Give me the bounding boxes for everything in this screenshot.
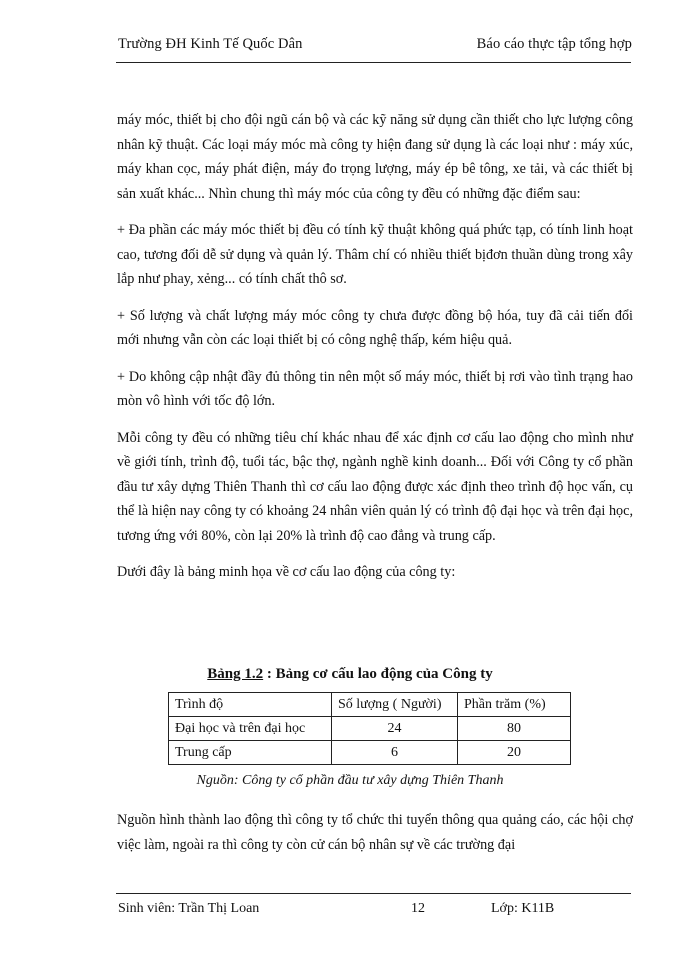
- table-cell: 6: [332, 741, 458, 765]
- footer-class: Lớp: K11B: [491, 901, 555, 916]
- header-report-title: Báo cáo thực tập tổng hợp: [476, 36, 632, 52]
- labor-structure-table: [168, 692, 571, 765]
- footer-divider: [116, 893, 631, 894]
- table-caption-label: Bảng 1.2: [207, 666, 264, 682]
- paragraph: + Đa phần các máy móc thiết bị đều có tính kỹ thuật không quá phức tạp, có tính linh hoạt cao, tương đối dễ sử dụng và quản lý. Thâm chí có nhiều thiết bịđơn thuần dùng trong xây lắp như phay, xẻng... có tính chất thô sơ.: [117, 222, 633, 287]
- footer-page-number: 12: [411, 901, 425, 916]
- table-cell: 24: [332, 717, 458, 741]
- paragraph: + Số lượng và chất lượng máy móc công ty chưa được đồng bộ hóa, tuy đã cải tiến đổi mới nhưng vẫn còn các loại thiết bị có công nghệ thấp, kém hiệu quả.: [117, 307, 633, 348]
- table-header-cell: Phần trăm (%): [458, 693, 571, 717]
- table-caption: [0, 666, 700, 683]
- table-cell: Trung cấp: [169, 741, 332, 765]
- header-school-name: Trường ĐH Kinh Tế Quốc Dân: [118, 36, 303, 52]
- paragraph: Nguồn hình thành lao động thì công ty tổ chức thi tuyển thông qua quảng cáo, các hội chợ việc làm, ngoài ra thì công ty còn cử cán bộ nhân sự về các trường đại: [117, 812, 633, 853]
- table-row: [169, 717, 571, 741]
- paragraph: + Do không cập nhật đầy đủ thông tin nên một số máy móc, thiết bị rơi vào tình trạng hao mòn vô hình với tốc độ lớn.: [117, 368, 633, 409]
- table-cell: 80: [458, 717, 571, 741]
- body-text-continued: [117, 808, 633, 869]
- table-header-cell: Số lượng ( Người): [332, 693, 458, 717]
- page-header: [118, 36, 632, 53]
- table-header-cell: Trình độ: [169, 693, 332, 717]
- paragraph: Mỗi công ty đều có những tiêu chí khác nhau để xác định cơ cấu lao động cho mình như về giới tính, trình độ, tuổi tác, bậc thợ, ngành nghề kinh doanh... Đối với Công ty cổ phần đầu tư xây dựng Thiên Thanh thì cơ cấu lao động được xác định theo trình độ học vấn, cụ thể là hiện nay công ty có khoảng 24 nhân viên quản lý có trình độ đại học và trên đại học, tương ứng với 80%, còn lại 20% là trình độ cao đẳng và trung cấp.: [117, 429, 633, 544]
- table-row: [169, 741, 571, 765]
- paragraph: máy móc, thiết bị cho đội ngũ cán bộ và các kỹ năng sử dụng cần thiết cho lực lượng công nhân kỹ thuật. Các loại máy móc mà công ty hiện đang sử dụng là các loại như : máy xúc, máy khan cọc, máy phát điện, máy đo trọng lượng, máy ép bê tông, xe tải, và các thiết bị sản xuất khác... Nhìn chung thì máy móc của công ty đều có những đặc điểm sau:: [117, 112, 633, 202]
- table-source-note: Nguồn: Công ty cổ phần đầu tư xây dựng Thiên Thanh: [196, 773, 504, 788]
- table-cell: Đại học và trên đại học: [169, 717, 332, 741]
- table-cell: 20: [458, 741, 571, 765]
- body-text: [117, 108, 633, 597]
- paragraph: Dưới đây là bảng minh họa về cơ cấu lao động của công ty:: [117, 564, 456, 580]
- header-divider: [116, 62, 631, 63]
- table-caption-text: : Bảng cơ cấu lao động của Công ty: [263, 666, 493, 682]
- table-header-row: [169, 693, 571, 717]
- footer-student-name: Sinh viên: Trần Thị Loan: [118, 901, 260, 916]
